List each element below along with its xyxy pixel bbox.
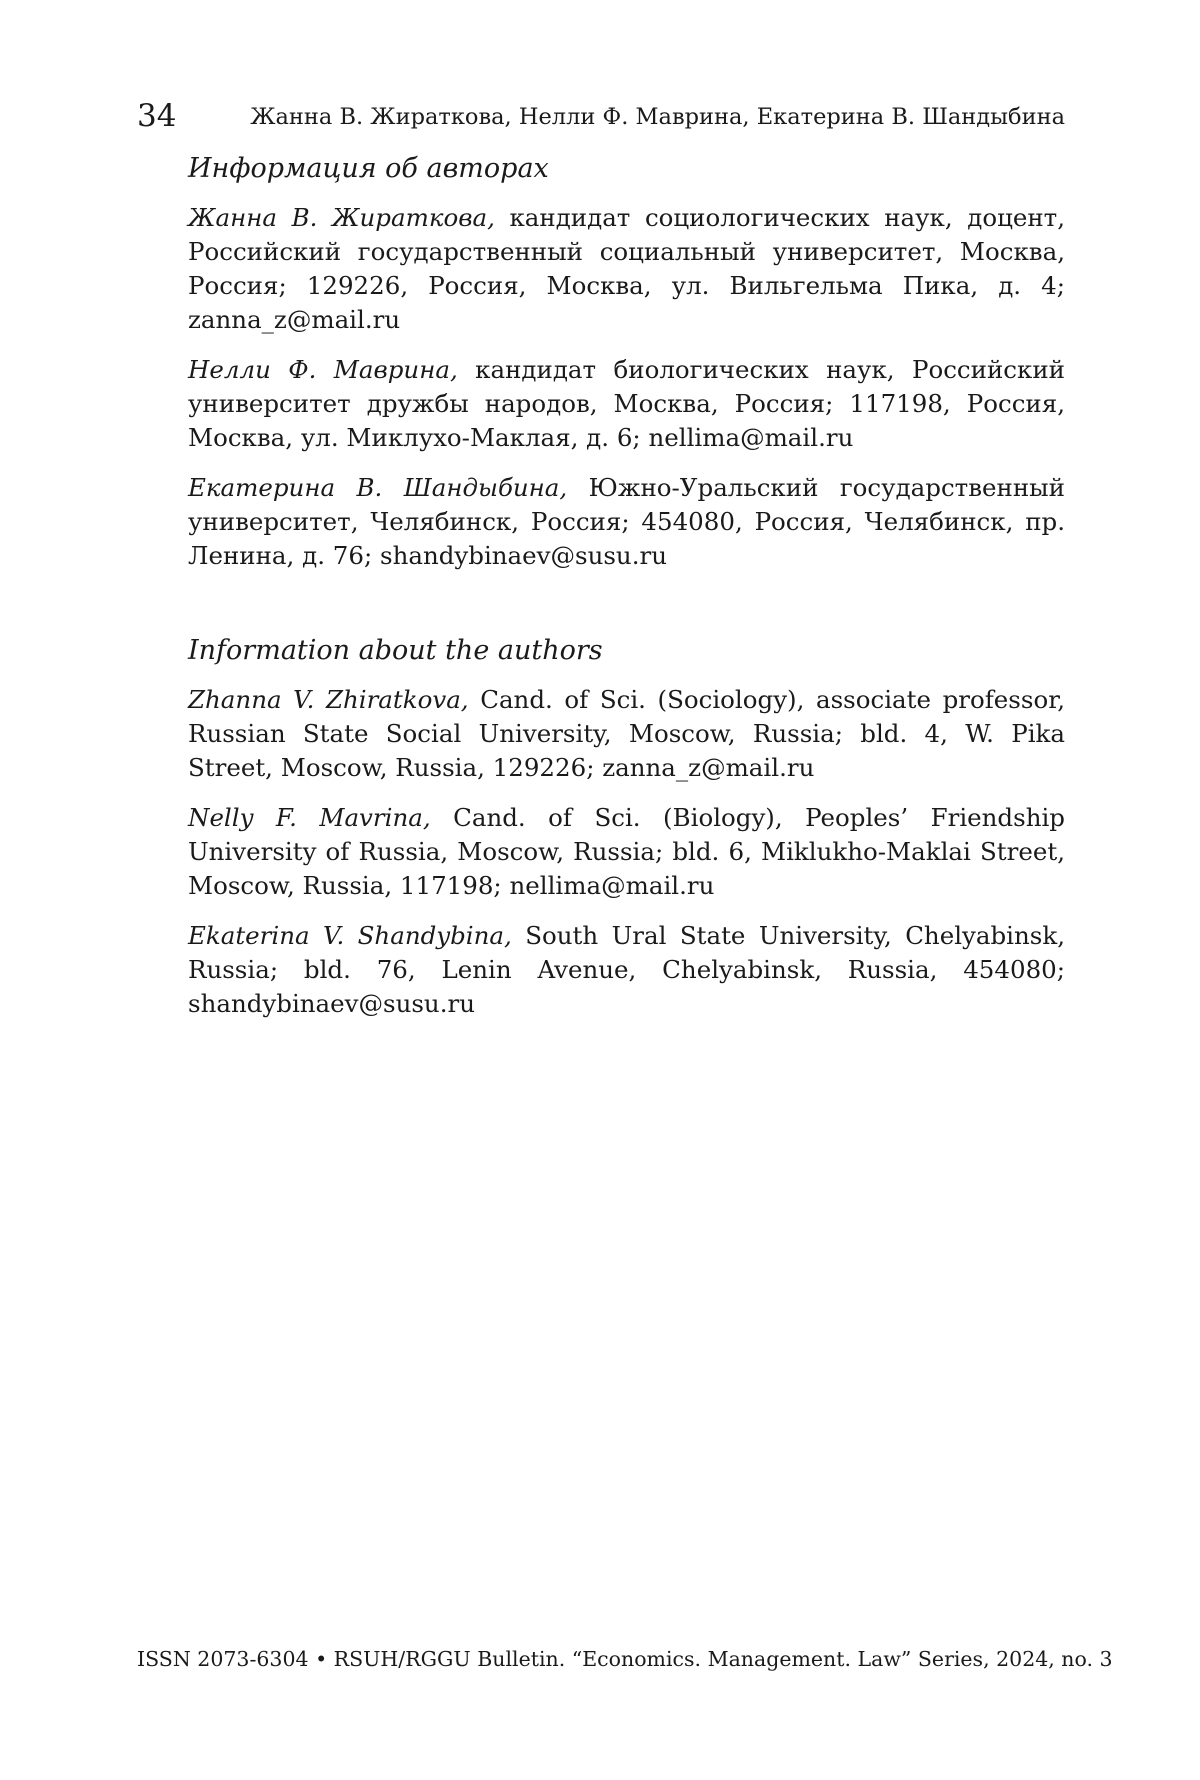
author-name: Ekaterina V. Shandybina, — [188, 921, 512, 950]
page-content — [188, 151, 1065, 1037]
author-name: Жанна В. Жираткова, — [188, 203, 495, 232]
author-entry-en-1 — [188, 683, 1065, 785]
author-details: кандидат биологических наук, Российский университет дружбы народов, Москва, Россия; 117198, Россия, Москва, ул. Миклухо-Маклая, д. 6; nellima@mail.ru — [188, 355, 1065, 452]
author-details: Cand. of Sci. (Sociology), associate professor, Russian State Social University, Moscow, Russia; bld. 4, W. Pika Street, Moscow, Russia, 129226; zanna_z@mail.ru — [188, 685, 1065, 782]
english-authors-section — [188, 633, 1065, 1021]
author-details: South Ural State University, Chelyabinsk, Russia; bld. 76, Lenin Avenue, Chelyabinsk, Russia, 454080; shandybinaev@susu.ru — [188, 921, 1065, 1018]
author-entry-en-3 — [188, 919, 1065, 1021]
author-name: Нелли Ф. Маврина, — [188, 355, 458, 384]
journal-footer: ISSN 2073-6304 • RSUH/RGGU Bulletin. “Economics. Management. Law” Series, 2024, no. 3 — [137, 1645, 1065, 1673]
author-name: Екатерина В. Шандыбина, — [188, 473, 567, 502]
russian-section-title: Информация об авторах — [188, 151, 1065, 187]
russian-authors-section — [188, 151, 1065, 573]
english-section-title: Information about the authors — [188, 633, 1065, 669]
author-name: Nelly F. Mavrina, — [188, 803, 431, 832]
page-number: 34 — [137, 96, 176, 136]
author-details: Южно-Уральский государственный университет, Челябинск, Россия; 454080, Россия, Челябинск, пр. Ленина, д. 76; shandybinaev@susu.ru — [188, 473, 1065, 570]
author-name: Zhanna V. Zhiratkova, — [188, 685, 469, 714]
author-details: кандидат социологических наук, доцент, Российский государственный социальный университет, Москва, Россия; 129226, Россия, Москва, ул. Вильгельма Пика, д. 4; zanna_z@mail.ru — [188, 203, 1065, 334]
running-head: Жанна В. Жираткова, Нелли Ф. Маврина, Екатерина В. Шандыбина — [250, 101, 1065, 133]
section-divider-space — [188, 589, 1065, 633]
author-entry-en-2 — [188, 801, 1065, 903]
author-entry-ru-2 — [188, 353, 1065, 455]
author-entry-ru-1 — [188, 201, 1065, 337]
author-entry-ru-3 — [188, 471, 1065, 573]
author-details: Cand. of Sci. (Biology), Peoples’ Friendship University of Russia, Moscow, Russia; bld. 6, Miklukho-Maklai Street, Moscow, Russia, 117198; nellima@mail.ru — [188, 803, 1065, 900]
